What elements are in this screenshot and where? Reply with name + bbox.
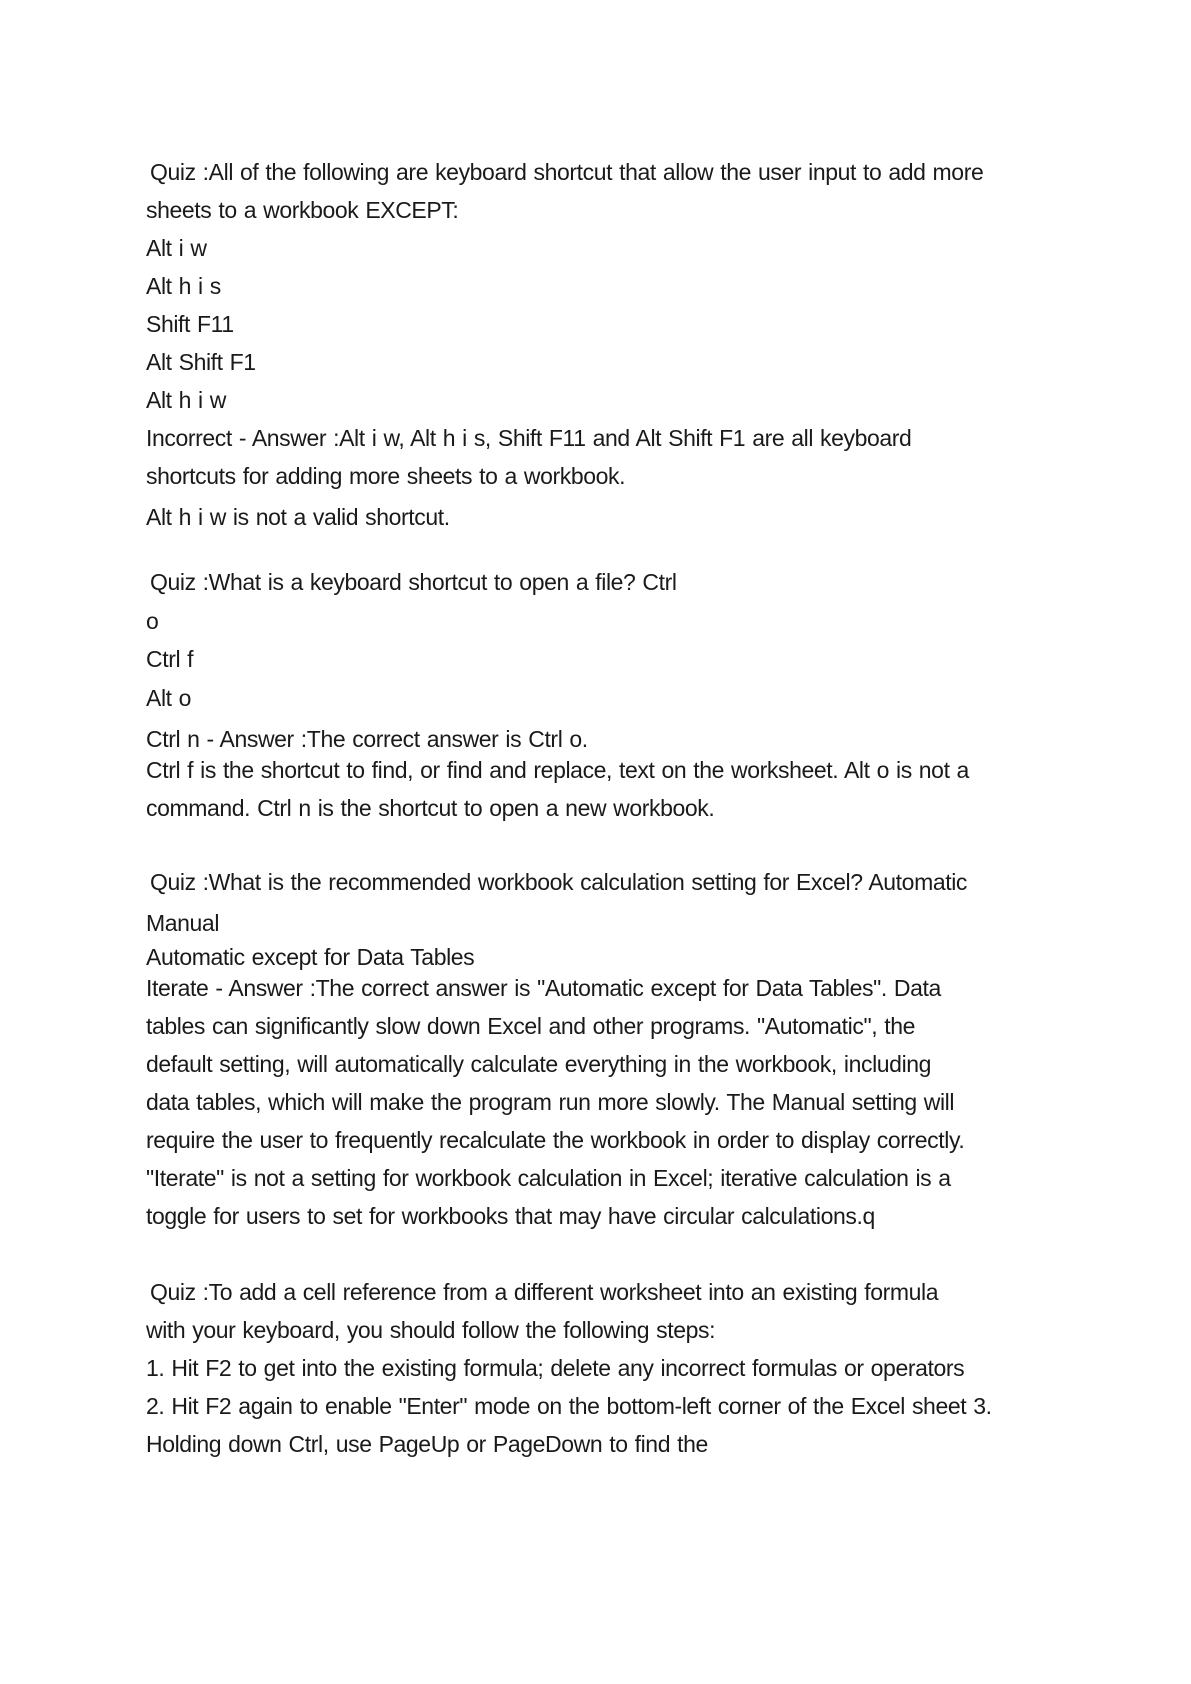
quiz-1-answer-line-2: shortcuts for adding more sheets to a workbook. xyxy=(146,463,626,489)
quiz-1-question-line-1: Quiz :All of the following are keyboard shortcut that allow the user input to add more xyxy=(150,159,984,185)
quiz-1-option-5: Alt h i w xyxy=(146,387,226,413)
quiz-4-question-line-2: with your keyboard, you should follow the following steps: xyxy=(146,1317,716,1343)
quiz-2-option-2: Alt o xyxy=(146,685,192,711)
quiz-3-answer-line-3: default setting, will automatically calculate everything in the workbook, including xyxy=(146,1051,932,1077)
quiz-1-option-1: Alt i w xyxy=(146,235,207,261)
quiz-1-answer-line-3: Alt h i w is not a valid shortcut. xyxy=(146,504,450,530)
quiz-4-step-line-1: 1. Hit F2 to get into the existing formula; delete any incorrect formulas or operators xyxy=(146,1355,965,1381)
quiz-1-question-line-2: sheets to a workbook EXCEPT: xyxy=(146,197,459,223)
quiz-4-question-line-1: Quiz :To add a cell reference from a different worksheet into an existing formula xyxy=(150,1279,939,1305)
quiz-3-answer-line-4: data tables, which will make the program run more slowly. The Manual setting will xyxy=(146,1089,955,1115)
quiz-2-answer-line-1: Ctrl n - Answer :The correct answer is Ctrl o. xyxy=(146,726,588,752)
quiz-3-question-line-1: Quiz :What is the recommended workbook calculation setting for Excel? Automatic xyxy=(150,869,968,895)
quiz-1-option-2: Alt h i s xyxy=(146,273,221,299)
quiz-3-option-1: Manual xyxy=(146,910,220,936)
quiz-2-answer-line-3: command. Ctrl n is the shortcut to open a new workbook. xyxy=(146,795,715,821)
quiz-1-option-3: Shift F11 xyxy=(146,311,234,337)
quiz-2-question-line-2: o xyxy=(146,608,159,634)
quiz-4-step-line-3: Holding down Ctrl, use PageUp or PageDown to find the xyxy=(146,1431,708,1457)
quiz-3-answer-line-7: toggle for users to set for workbooks that may have circular calculations.q xyxy=(146,1203,875,1229)
quiz-3-option-2: Automatic except for Data Tables xyxy=(146,944,475,970)
quiz-1-option-4: Alt Shift F1 xyxy=(146,349,256,375)
quiz-3-answer-line-1: Iterate - Answer :The correct answer is "Automatic except for Data Tables". Data xyxy=(146,975,941,1001)
quiz-4-step-line-2: 2. Hit F2 again to enable "Enter" mode on the bottom-left corner of the Excel sheet 3. xyxy=(146,1393,992,1419)
quiz-1-answer-line-1: Incorrect - Answer :Alt i w, Alt h i s, Shift F11 and Alt Shift F1 are all keyboard xyxy=(146,425,912,451)
quiz-2-option-1: Ctrl f xyxy=(146,646,194,672)
quiz-2-answer-line-2: Ctrl f is the shortcut to find, or find and replace, text on the worksheet. Alt o is not a xyxy=(146,757,969,783)
quiz-2-question-line-1: Quiz :What is a keyboard shortcut to open a file? Ctrl xyxy=(150,569,677,595)
quiz-3-answer-line-6: "Iterate" is not a setting for workbook calculation in Excel; iterative calculation is a xyxy=(146,1165,951,1191)
quiz-3-answer-line-5: require the user to frequently recalculate the workbook in order to display correctly. xyxy=(146,1127,965,1153)
quiz-3-answer-line-2: tables can significantly slow down Excel and other programs. "Automatic", the xyxy=(146,1013,915,1039)
